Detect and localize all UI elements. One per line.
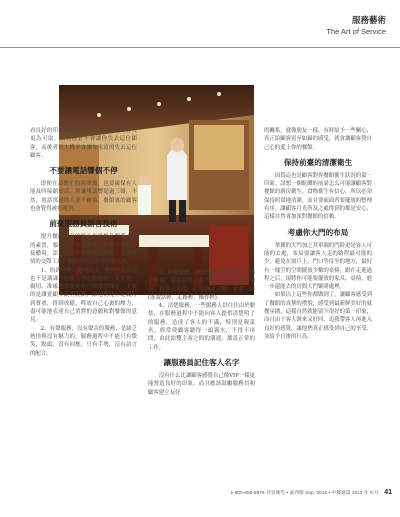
section-subtitle: The Art of Service [326, 27, 386, 36]
paragraph: 即便在最繁忙的時間裏，也要確保有人能及時接聽電話。別讓電話響超過三聲，不然，電話那邊的人會不耐煩，餐館裏的顧客也會覺得被打擾到。 [30, 181, 137, 213]
paragraph: 看良好的印象離開也比留下一個憤怒的客人更為可取。因為前者不會讓你失去這位顧客，而後者很大機率會讓你永遠的失去這位顧客。 [30, 128, 137, 159]
paragraph: 1、恰到好處，點到為止。服務不是演講也不是講課，服務人員在服務時只要清楚、親切、准確地表達出自己的意思即可，主要的是讓賓顧多說客說話，讓他們能在這裏得到尊重，得到放鬆，釋放自己心裏的壓力，盡可能地表達自己消費的意願和對餐館的意見。 [30, 267, 137, 324]
column-right [264, 127, 372, 341]
paragraph: 沒有什么比讓顧客感覺自己像VIP一樣更能營造良好的印象。而且應該鼓勵服務員和顧客建立友好 [148, 372, 255, 396]
paragraph: 如果以上這些你都做到了，讓顧客感受到了餐館的真摯的禮貌，感受到最新鮮美好的就餐氛圍，這樣自然就能留下很好的第一印象，而且由于客人既來又好回，追我帶客人再進入良好的感覺，讓他們真正感受到自己的享受、並給予日後的行為。 [264, 292, 372, 340]
section-header [326, 16, 386, 36]
paragraph: 提升餐飲水平的核心在於提升服務人員的素質，服務語言則是服務人員素質的最直接體現。語言是人們用來表達思想、交流感情的交際工具，服務語言這裏要注意幾點。 [30, 234, 137, 266]
heading-language-skills: 前臺服務員語言技術 [49, 219, 118, 229]
paragraph: 華麗的大門加之其單調的門鈴更是客人可能的去處，布局要讓客人走的路程最可能的少，避免在窗戶上、門口等待坐的地方，最好有一塊空的空間擺放少數的桌椅，跟在走進過程之后，卻將你可能要擺放的家具、桌椅，進一步還能去的房間大門緊閉處理。 [264, 242, 372, 291]
column-middle [148, 269, 255, 397]
paragraph: 因爲這也是顧客對你餐館衛生狀況的第一印象。試想一個骯髒的前臺怎么可能讓顧客對餐館的廚房衛生、食物衛生有信心，所以必須保持照常地清潔，而且要面面齊要擺放的整理有序，讓顧客月光所及之處得到的都是安心，這樣自然會加深對餐館的信賴。 [264, 172, 372, 221]
heading-cleanliness: 保持前臺的清潔衛生 [283, 157, 353, 167]
page-footer [0, 489, 392, 496]
paragraph: 的關系，就像朋友一樣。有時給予一些關心，真正給顧客賓至如歸的感受，就會讓顧客覺自己心的愛上你的餐館。 [264, 128, 372, 151]
paragraph: 3、輕聲服務，傳統服務是吆喝服務，喝堂叫菜，唱收唱付，現代服務則講究輕聲服務，爲客人保留一片寧靜的天地。要求三輕(即說話輕、走路輕、操作輕)。 [148, 270, 255, 301]
column-left [30, 127, 137, 358]
section-title: 服務藝術 [351, 16, 386, 26]
paragraph: 4、清楚服務，一些服務人員往往由於膽怯，在服務過程中不能向客人提供清楚明了的服務，造成了客人的不滿，特別是報菜名，經常使顧客聽得一頭霧水，不得不再問，由此給雙主客之間的溝通，都設正常的工作。 [148, 303, 255, 351]
heading-door-layout: 考慮你大門的布局 [287, 227, 349, 237]
header-rule [0, 47, 400, 48]
paragraph: 2、有聲服務，沒有聲音的服務，是缺乏熱情與沒有魅力的。服務過程中不能只有微笑，點頭，沒有回應，只有手勢，沒有語言的配合。 [30, 325, 137, 357]
heading-phone: 不要讓電話響個不停 [49, 166, 118, 176]
footer-text: 1-800-655-8876 刊登廣告 • 東西版 Sep. 2012 • 中餐通訊 2012 年 9 月 [230, 491, 379, 496]
page-number: 41 [384, 489, 392, 496]
heading-remember-names: 讓服務員記住客人名字 [163, 357, 240, 367]
